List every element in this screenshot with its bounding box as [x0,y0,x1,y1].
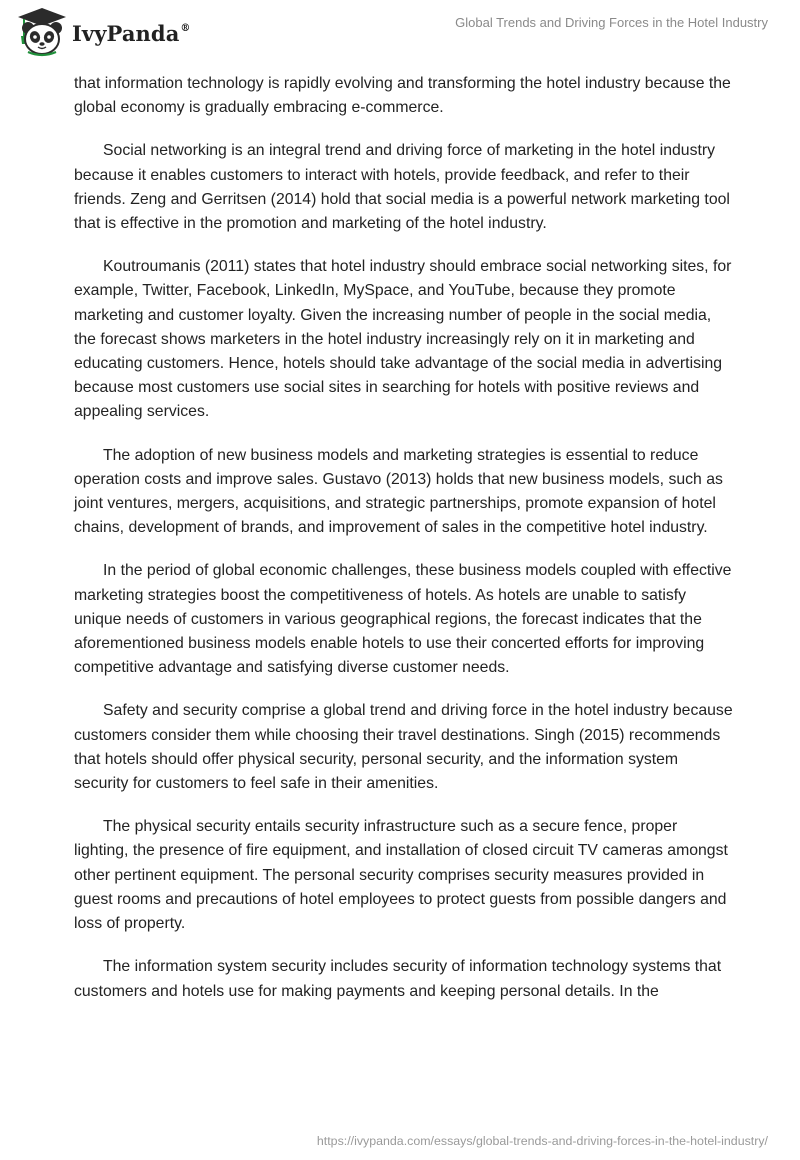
essay-body [74,72,734,1023]
source-url-link[interactable]: https://ivypanda.com/essays/global-trends-and-driving-forces-in-the-hotel-industry/ [316,1134,768,1148]
paragraph-information-security: The information system security includes security of information technology systems that customers and hotels use for making payments and keeping personal details. In the [74,958,722,1000]
panda-mascot-icon [14,6,70,58]
paragraph-continued: that information technology is rapidly evolving and transforming the hotel industry because the global economy is gradually embracing e-commerce. [74,75,731,117]
paragraph-economic-challenges: In the period of global economic challenges, these business models coupled with effective marketing strategies boost the competitiveness of hotels. As hotels are unable to satisfy unique needs of customers in various geographical regions, the forecast indicates that the aforementioned business models enable hotels to use their concerted efforts for improving competitive advantage and satisfying diverse customer needs. [74,562,732,677]
brand-logo[interactable] [14,6,191,58]
paragraph-business-models: The adoption of new business models and marketing strategies is essential to reduce operation costs and improve sales. Gustavo (2013) holds that new business models, such as joint ventures, mergers, acquisitions, and strategic partnerships, promote expansion of hotel chains, development of brands, and improvement of sales in the competitive hotel industry. [74,446,723,537]
page-header [0,0,800,66]
paragraph-physical-security: The physical security entails security infrastructure such as a secure fence, proper lighting, the presence of fire equipment, and installation of closed circuit TV cameras amongst other pertinent equipment. The personal security comprises security measures provided in guest rooms and precautions of hotel employees to protect guests from possible dangers and loss of property. [74,818,728,933]
registered-mark: ® [180,22,191,34]
document-title: Global Trends and Driving Forces in the Hotel Industry [455,15,768,30]
brand-name: IvyPanda® [72,20,191,46]
paragraph-social-networking: Social networking is an integral trend and driving force of marketing in the hotel industry because it enables customers to interact with hotels, provide feedback, and refer to their friends. Zeng and Gerritsen (2014) hold that social media is a powerful network marketing tool that is effective in the promotion and marketing of the hotel industry. [74,142,730,233]
paragraph-safety-security: Safety and security comprise a global trend and driving force in the hotel industry because customers consider them while choosing their travel destinations. Singh (2015) recommends that hotels should offer physical security, personal security, and the information system security for customers to feel safe in their amenities. [74,702,733,793]
paragraph-social-media-sites: Koutroumanis (2011) states that hotel industry should embrace social networking sites, for example, Twitter, Facebook, LinkedIn, MySpace, and YouTube, because they promote marketing and customer loyalty. Given the increasing number of people in the social media, the forecast shows marketers in the hotel industry increasingly rely on it in marketing and educating customers. Hence, hotels should take advantage of the social media in advertising because most customers use social sites in searching for hotels with positive reviews and appealing services. [74,258,732,421]
